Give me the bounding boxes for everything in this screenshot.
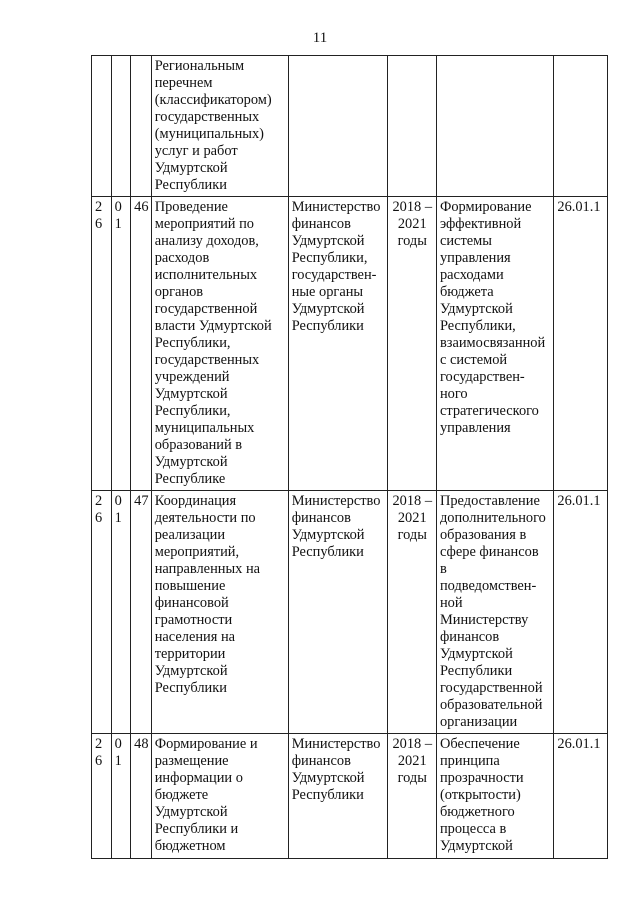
- code-subprogram-cell: [111, 56, 131, 197]
- code-gp-cell: 26: [92, 197, 112, 491]
- code-subprogram-cell: 01: [111, 197, 131, 491]
- indicator-link-cell: [554, 56, 608, 197]
- page-number: 11: [312, 30, 328, 46]
- executor-cell: Министерство финансов Удмуртской Республики: [288, 734, 387, 859]
- code-subprogram-cell: 01: [111, 491, 131, 734]
- indicator-link-cell: 26.01.1: [554, 734, 608, 859]
- expected-result-cell: Обеспечение принципа прозрачности (открытости) бюджетного процесса в Удмуртской: [436, 734, 553, 859]
- table-row: [92, 56, 608, 197]
- code-gp-cell: [92, 56, 112, 197]
- period-cell: 2018 – 2021 годы: [387, 491, 436, 734]
- code-gp-cell: 26: [92, 734, 112, 859]
- code-activity-cell: [131, 56, 152, 197]
- activity-name-cell: Проведение мероприятий по анализу доходов, расходов исполнительных органов государственной власти Удмуртской Республики, государственных учреждений Удмуртской Республики, муниципальных образований в Удмуртской Республике: [151, 197, 288, 491]
- table-row: [92, 491, 608, 734]
- expected-result-cell: [436, 56, 553, 197]
- executor-cell: Министерство финансов Удмуртской Республики: [288, 491, 387, 734]
- indicator-link-cell: 26.01.1: [554, 491, 608, 734]
- activity-name-cell: Региональным перечнем (классификатором) государственных (муниципальных) услуг и работ Удмуртской Республики: [151, 56, 288, 197]
- period-cell: 2018 – 2021 годы: [387, 734, 436, 859]
- code-gp-cell: 26: [92, 491, 112, 734]
- table-row: [92, 197, 608, 491]
- executor-cell: [288, 56, 387, 197]
- expected-result-cell: Предоставление дополнительного образования в сфере финансов в подведомствен- ной Министерству финансов Удмуртской Республики государственной образовательной организации: [436, 491, 553, 734]
- code-activity-cell: 48: [131, 734, 152, 859]
- expected-result-cell: Формирование эффективной системы управления расходами бюджета Удмуртской Республики, взаимосвязанной с системой государствен- ного стратегического управления: [436, 197, 553, 491]
- activity-name-cell: Формирование и размещение информации о бюджете Удмуртской Республики и бюджетном: [151, 734, 288, 859]
- indicator-link-cell: 26.01.1: [554, 197, 608, 491]
- program-activities-table: [91, 55, 608, 859]
- code-subprogram-cell: 01: [111, 734, 131, 859]
- period-cell: [387, 56, 436, 197]
- table-row: [92, 734, 608, 859]
- code-activity-cell: 47: [131, 491, 152, 734]
- executor-cell: Министерство финансов Удмуртской Республики, государствен- ные органы Удмуртской Республики: [288, 197, 387, 491]
- code-activity-cell: 46: [131, 197, 152, 491]
- period-cell: 2018 – 2021 годы: [387, 197, 436, 491]
- activity-name-cell: Координация деятельности по реализации мероприятий, направленных на повышение финансовой грамотности населения на территории Удмуртской Республики: [151, 491, 288, 734]
